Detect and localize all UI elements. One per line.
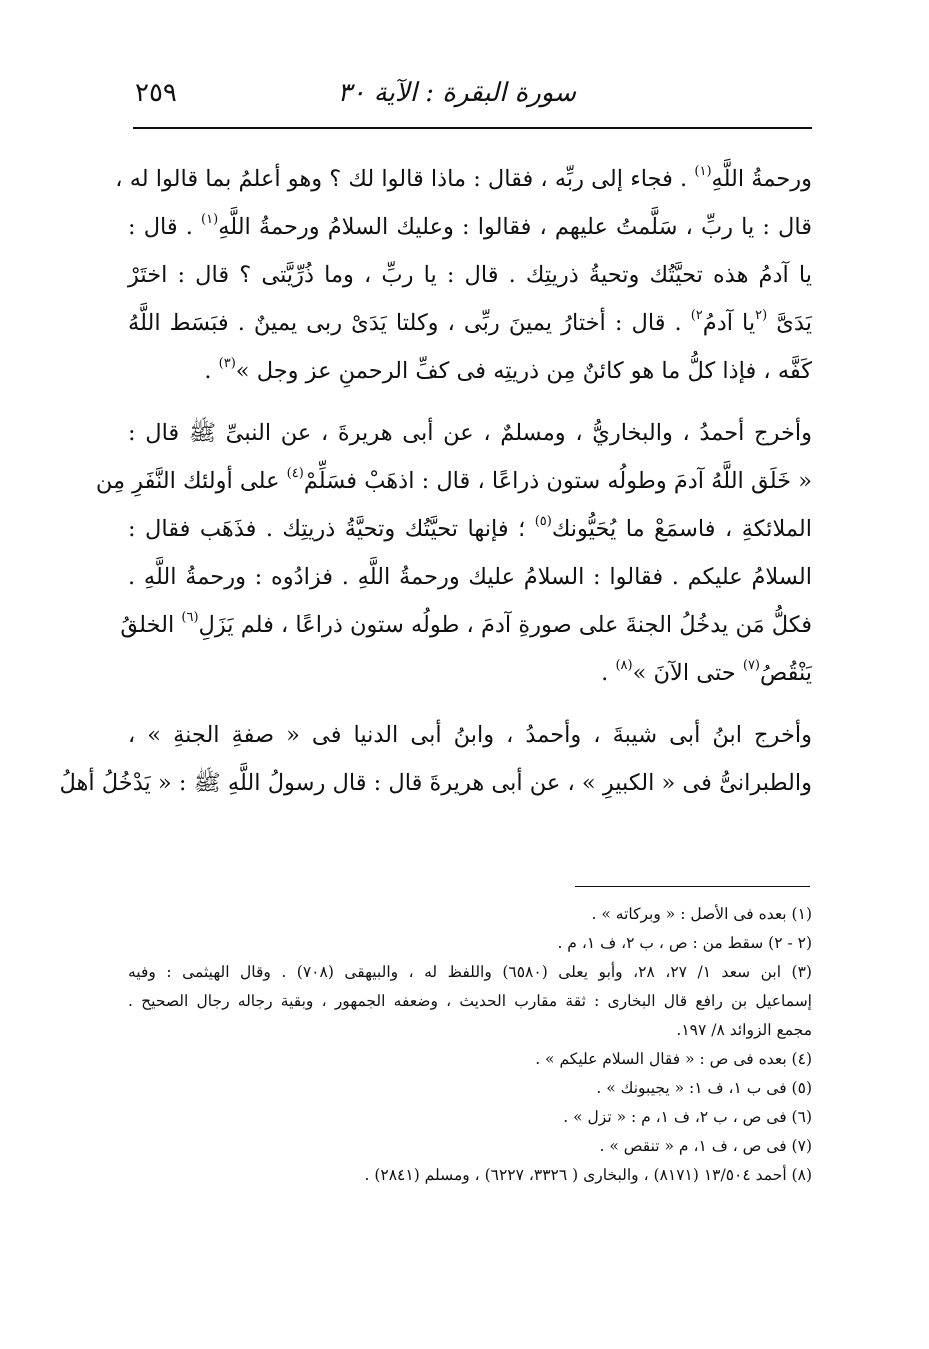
text-line: الملائكةِ ، فاسمَعْ ما يُحَيُّونك$^{(٥)}$ ؛ فإنها تحيَّتُك وتحيَّةُ ذريتِك . فذَهَب فقال :	[128, 514, 812, 542]
footnote-marker: (٤)	[286, 466, 304, 481]
text-line: فكلُّ مَن يدخُلُ الجنةَ على صورةِ آدمَ ، طولُه ستون ذراعًا ، فلم يَزَلِ$^{(٦)}$ الخلقُ	[120, 610, 812, 638]
header-rule	[133, 127, 812, 129]
footnote-marker: (٧)	[742, 658, 760, 673]
footnote-marker: ٢)	[690, 308, 703, 323]
footnote-marker: (١)	[201, 212, 219, 227]
footnote: (٤) بعده فى ص : « فقال السلام عليكم » .	[535, 1050, 812, 1068]
footnote: (٧) فى ص ، ف ١، م « تنقص » .	[599, 1137, 812, 1155]
footnote: (٦) فى ص ، ب ٢، ف ١، م : « تزل » .	[563, 1108, 812, 1126]
footnote: (١) بعده فى الأصل : « وبركاته » .	[591, 905, 812, 923]
paragraph-3	[59, 711, 812, 807]
main-text	[59, 155, 812, 807]
paragraph-2	[95, 409, 812, 697]
footnote-marker: (٨)	[615, 658, 633, 673]
text-line: قال : يا ربِّ ، سَلَّمتُ عليهم ، فقالوا : وعليك السلامُ ورحمةُ اللَّهِ$^{(١)}$ . قال :	[128, 212, 812, 240]
footnote: (٣) ابن سعد ١/ ٢٧، ٢٨، وأبو يعلى (٦٥٨٠) واللفظ له ، والبيهقى (٧٠٨) . وقال الهيثمى : وفيه	[128, 963, 812, 981]
text-line: كَفَّه ، فإذا كلُّ ما هو كائنٌ مِن ذريتِه فى كفِّ الرحمنِ عز وجل »$^{(٣)}$ .	[204, 356, 812, 384]
footnote-marker: (٥)	[534, 514, 552, 529]
footnote: (٥) فى ب ١، ف ١: « يجيبونك » .	[596, 1079, 812, 1097]
page-header	[135, 78, 811, 118]
running-title: سورة البقرة : الآية ٣٠	[337, 78, 576, 108]
footnote-marker: (٦)	[181, 610, 199, 625]
footnote-marker: (٣)	[218, 356, 236, 371]
text-line: ورحمةُ اللَّهِ$^{(١)}$ . فجاء إلى ربِّه ، فقال : ماذا قالوا لك ؟ وهو أعلمُ بما قالوا له ،	[115, 164, 812, 192]
footnote: (٢ - ٢) سقط من : ص ، ب ٢، ف ١، م .	[557, 934, 812, 952]
page-number: ٢٥٩	[135, 78, 177, 108]
footnote-marker: (١)	[694, 164, 712, 179]
footnote: (٨) أحمد ١٣/٥٠٤ (٨١٧١) ، والبخارى ( ٣٣٢٦، ٦٢٢٧) ، ومسلم (٢٨٤١) .	[364, 1166, 812, 1184]
text-line: « خَلَق اللَّهُ آدمَ وطولُه ستون ذراعًا ، قال : اذهَبْ فسَلِّمْ$^{(٤)}$ على أولئك النَّفَرِ مِن	[95, 466, 812, 494]
footnote-rule	[575, 886, 810, 887]
footnote-continuation: مجمع الزوائد ٨/ ١٩٧.	[676, 1021, 812, 1039]
footnotes	[128, 900, 812, 1190]
text-line: وأخرج ابنُ أبى شيبةَ ، وأحمدُ ، وابنُ أبى الدنيا فى « صفةِ الجنةِ » ،	[128, 722, 812, 748]
footnote-continuation: إسماعيل بن رافع قال البخارى : ثقة مقارب الحديث ، وضعفه الجمهور ، وبقية رجاله رجال الصحيح .	[128, 992, 812, 1010]
footnote-marker: (٢	[755, 308, 768, 323]
paragraph-1	[115, 155, 812, 395]
text-line: والطبرانىُّ فى « الكبيرِ » ، عن أبى هريرةَ قال : قال رسولُ اللَّهِ ﷺ : « يَدْخُلُ أهلُ	[59, 770, 812, 796]
text-line: السلامُ عليكم . فقالوا : السلامُ عليك ورحمةُ اللَّهِ . فزادُوه : ورحمةُ اللَّهِ .	[128, 564, 812, 590]
text-line: يَدَىَّ $^{(٢}$يا آدمُ$^{٢)}$ . قال : أختارُ يمينَ ربِّى ، وكلتا يَدَىْ ربى يمينٌ . فبَسَط اللَّهُ	[128, 308, 812, 336]
text-line: وأخرج أحمدُ ، والبخاريُّ ، ومسلمٌ ، عن أبى هريرةَ ، عن النبىِّ ﷺ قال :	[128, 420, 812, 446]
text-line: يا آدمُ هذه تحيَّتُك وتحيةُ ذريتِك . قال : يا ربِّ ، وما ذُرِّيَّتى ؟ قال : اختَرْ	[128, 262, 812, 288]
text-line: يَنْقُصُ$^{(٧)}$ حتى الآنَ »$^{(٨)}$ .	[601, 658, 812, 686]
